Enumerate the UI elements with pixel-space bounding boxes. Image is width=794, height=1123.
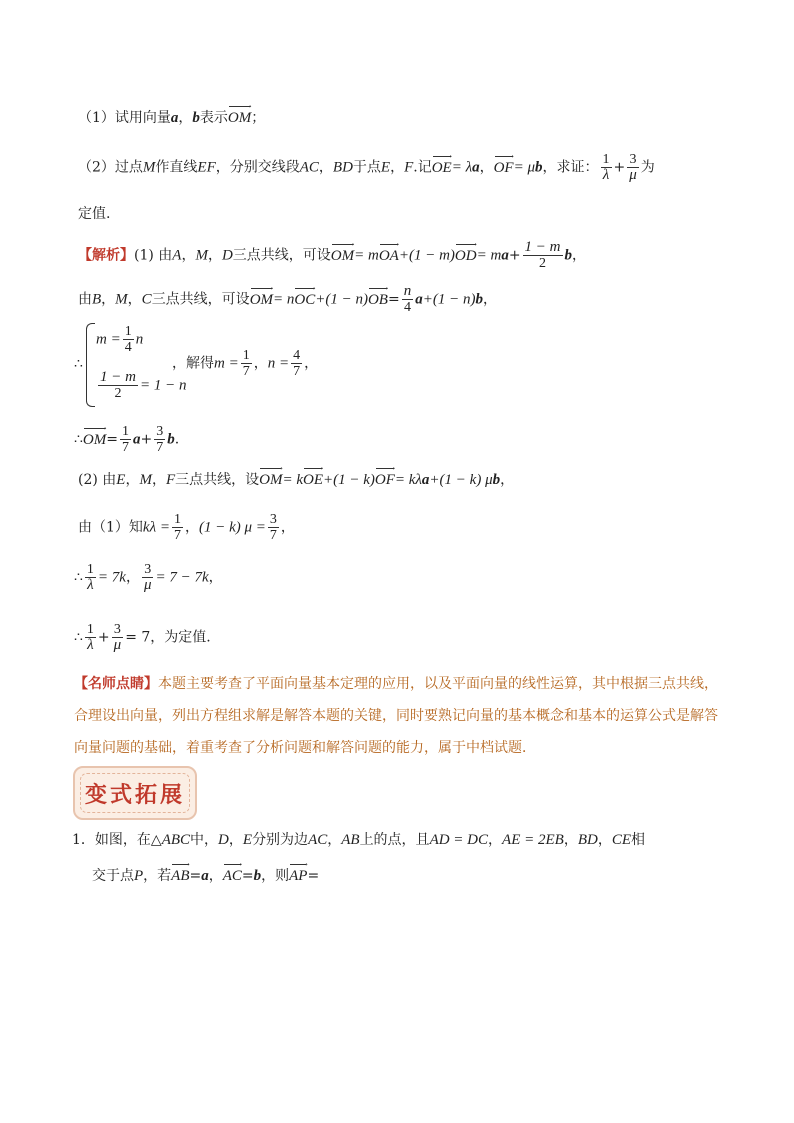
exercise-1-line-2: 交于点P，若AB →=a，AC →=b，则AP →= [92, 866, 319, 886]
fraction: $\frac{3}{7}$ [156, 424, 164, 455]
fraction: $\frac{3}{\mu}$ [629, 152, 637, 183]
fraction: $\frac{1}{7}$ [173, 512, 181, 543]
system-row-1: m = $\frac{1}{4}$ n [96, 324, 144, 355]
tip-tag: 【名师点睛】 [74, 676, 158, 692]
fraction: $\frac{1 - m}{2}$ [100, 369, 136, 401]
therefore-symbol: ∴ [74, 356, 83, 372]
vector-OM: OM → [228, 108, 251, 128]
solution-line-8: ∴ $\frac{1}{\lambda}$ + $\frac{3}{\mu}$ = 7，为定值. [74, 622, 211, 653]
tip-line-2: 合理设出向量，列出方程组求解是解答本题的关键，同时要熟记向量的基本概念和基本的运算公式是解答 [74, 708, 718, 724]
fraction: $\frac{1}{\lambda}$ [86, 622, 94, 653]
question-2-continuation: 定值. [78, 206, 111, 222]
system-solution: ，解得m = $\frac{1}{7}$ ，n = $\frac{4}{7}$ ， [172, 348, 319, 379]
fraction: $\frac{4}{7}$ [293, 348, 301, 379]
tip-line-3: 向量问题的基础，着重考查了分析问题和解答问题的能力，属于中档试题． [74, 740, 536, 756]
question-2: （2）过点M作直线EF，分别交线段AC，BD于点E，F.记OE →= λa，OF →= μb，求证： $\frac{1}{\lambda}$ + $\frac{3}{\mu}$ 为 [78, 152, 655, 183]
fraction: $\frac{1}{7}$ [121, 424, 129, 455]
vector-OM: OM → [250, 290, 273, 310]
solution-line-4: ∴OM →= $\frac{1}{7}$ a+ $\frac{3}{7}$ b. [74, 424, 179, 455]
fraction: $\frac{3}{\mu}$ [143, 562, 152, 593]
solution-line-5: (2) 由E，M，F三点共线，设OM →= kOE →+(1 − k)OF →= kλa+(1 − k) μb， [78, 470, 514, 490]
vector-OD: OD → [455, 246, 477, 266]
fraction: $\frac{3}{7}$ [269, 512, 277, 543]
system-brace [86, 323, 95, 407]
vector-OA: OA → [379, 246, 399, 266]
vector-OM: OM → [259, 470, 282, 490]
vector-OE: OE → [303, 470, 323, 490]
fraction: $\frac{1 - m}{2}$ [524, 239, 561, 271]
fraction: $\frac{1}{7}$ [242, 348, 250, 379]
variant-extension-banner [73, 766, 197, 820]
vector-AP: AP → [289, 866, 307, 886]
solution-line-7: ∴ $\frac{1}{\lambda}$ = 7k， $\frac{3}{\mu}$ = 7 − 7k， [74, 562, 223, 593]
banner-frame [80, 773, 190, 813]
vector-OB: OB → [368, 290, 388, 310]
vector-OC: OC → [294, 290, 315, 310]
vector-OM: OM → [83, 430, 106, 450]
system-row-2: $\frac{1 - m}{2}$ = 1 − n [100, 369, 187, 401]
fraction: $\frac{1}{4}$ [124, 324, 132, 355]
solution-line-6: 由（1）知kλ = $\frac{1}{7}$ ，(1 − k) μ = $\frac{3}{7}$ ， [78, 512, 295, 543]
analysis-tag: 【解析】 [78, 247, 134, 264]
fraction: $\frac{1}{\lambda}$ [86, 562, 94, 593]
exercise-1-line-1: 1．如图，在△ABC中，D，E分别为边AC，AB上的点，且AD = DC，AE = 2EB，BD，CE相 [72, 832, 645, 848]
vector-OF: OF → [375, 470, 395, 490]
vector-OE: OE → [432, 158, 452, 178]
banner-title: 变式拓展 [84, 781, 185, 808]
question-1: （1）试用向量a，b表示OM →； [78, 108, 265, 128]
tip-line-1: 【名师点睛】本题主要考查了平面向量基本定理的应用，以及平面向量的线性运算，其中根据三点共线， [74, 676, 718, 692]
fraction: $\frac{3}{\mu}$ [113, 622, 122, 653]
fraction: $\frac{1}{\lambda}$ [602, 152, 610, 183]
vector-AC: AC → [223, 866, 242, 886]
solution-line-1: 【解析】(1) 由A，M，D三点共线，可设OM →= mOA →+(1 − m)OD →= ma+ $\frac{1 - m}{2}$ b， [78, 240, 586, 271]
vector-AB: AB → [171, 866, 189, 886]
fraction: $\frac{n}{4}$ [403, 283, 412, 315]
vector-OM: OM → [331, 246, 354, 266]
vector-OF: OF → [494, 158, 514, 178]
solution-line-2: 由B，M，C三点共线，可设OM →= nOC →+(1 − n)OB →= $\frac{n}{4}$ a+(1 − n)b， [78, 284, 497, 315]
